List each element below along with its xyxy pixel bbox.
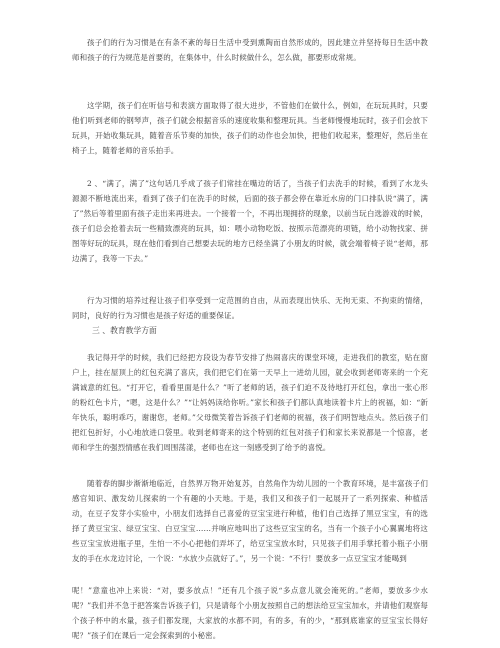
paragraph-habit-freedom: 行为习惯的培养过程让孩子们享受到一定范围的自由，从而表现出快乐、无拘无束、不拘束的情绪，同时，良好的行为习惯也是孩子好适的重要保证。 bbox=[72, 296, 428, 320]
paragraph-signal-music: 这学期，孩子们在听信号和表演方面取得了很大进步，不管他们在做什么，例如，在玩玩具时，只要他们听到老师的钢琴声，孩子们就会根据音乐的速度收集和整理玩具。当老师慢慢地玩时，孩子们会放下玩具，开始收集玩具，随着音乐节奏的加快，孩子们的动作也会加快，把他们收起来，整理好，然后坐在椅子上，随着老师的音乐拍手。 bbox=[72, 101, 428, 155]
paragraph-full-full: 2 、“满了，满了”这句话几乎成了孩子们常挂在嘴边的话了，当孩子们去洗手的时候，看到了水龙头源源不断地流出来，看到了孩子们在洗手的时候，后面的孩子都会停在靠近水房的门口排队说“满了，满了”然后等着里面有孩子走出来再进去。一个接着一个，不再出现拥挤的现象，以前当玩白选游戏的时候，孩子们总会抢着去玩一些精致漂亮的玩具，如：喂小动物吃饭、按照示范漂亮的项链，给小动物找家、拼图等好玩的玩具，现在他们看到自己想要去玩的地方已经坐满了小朋友的时候，就会端着椅子说“老师，那边满了，我等一下去。” bbox=[72, 179, 428, 263]
paragraph-bean-watering: 呢！”意童也冲上来说：“对，要多放点！”还有几个孩子说“多点意儿就会淹死的。”老师，要放多少水呢？”我们并不急于把答案告诉孩子们，只是请每个小朋友按照自己的想法给豆宝宝加水，并请他们观察每个孩子杯中的水量，孩子们都发现，大家放的水都不同，有的多，有的少，“那到底谁家的豆宝宝长得好呢？”孩子们在课后一定会探索到的小秘密。 bbox=[72, 586, 428, 640]
section-heading-teaching: 三 、教育教学方面 bbox=[92, 326, 157, 335]
paragraph-red-envelope: 我记得开学的时候，我们已经把方段设为春节安排了热闹喜庆的课堂环境，走进我们的教室，贴在窗户上，挂在屋顶上的红包充满了喜庆，我们把它们在第一天早上一进幼儿园，就会收到老师寄来的一个充满诚意的红包。“打开它，看看里面是什么？”听了老师的话，孩子们迫不及待地打开红包，拿出一张心形的粉红色卡片，“嗯，这是什么？”“让妈妈读给你听。”家长和孩子们都认真地读着卡片上的祝福，如：“新年快乐，聪明乖巧，谢谢您，老师。”父母微笑着告诉孩子们老师的祝福，孩子们明智地点头。然后孩子们把红包折好，小心地放进口袋里。收到老师寄来的这个特别的红包对孩子们和家长来说都是一个惊喜，老师和学生的强烈情感在我们周围荡漾，老师也在这一刻感受到了给予的喜悦。 bbox=[72, 353, 428, 452]
paragraph-nature-corner: 随着春的脚步渐渐地临近，自然界万物开始复苏，自然角作为幼儿园的一个教育环境，是丰富孩子们感官知识、激发幼儿探索的一个有趣的小天地。于是，我们又和孩子们一起展开了一系列探索、种植活动，在豆子发芽小实验中，小朋友们选择自己喜爱的豆宝宝进行种植，他们自己选择了黑豆宝宝，有的选择了黄豆宝宝、绿豆宝宝、白豆宝宝……并响应地叫出了这些豆宝宝的名，当有一个孩子小心翼翼地将这些豆宝宝放进瓶子里，生怕一不小心把他们弄坏了，给豆宝宝放水时，只见孩子们用手掌托着小瓶子小朋友的手在水龙边讨论，一个说：“水放少点就好了。”，另一个说：“不行！要放多一点豆宝宝才能喝到 bbox=[72, 479, 428, 563]
paragraph-habits-intro: 孩子们的行为习惯是在有条不紊的每日生活中受到熏陶而自然形成的，因此建立并坚持每日生活中教师和孩子的行为规范是首要的，在集体中，什么时候做什么，怎么做，都要形成常规。 bbox=[72, 38, 428, 62]
